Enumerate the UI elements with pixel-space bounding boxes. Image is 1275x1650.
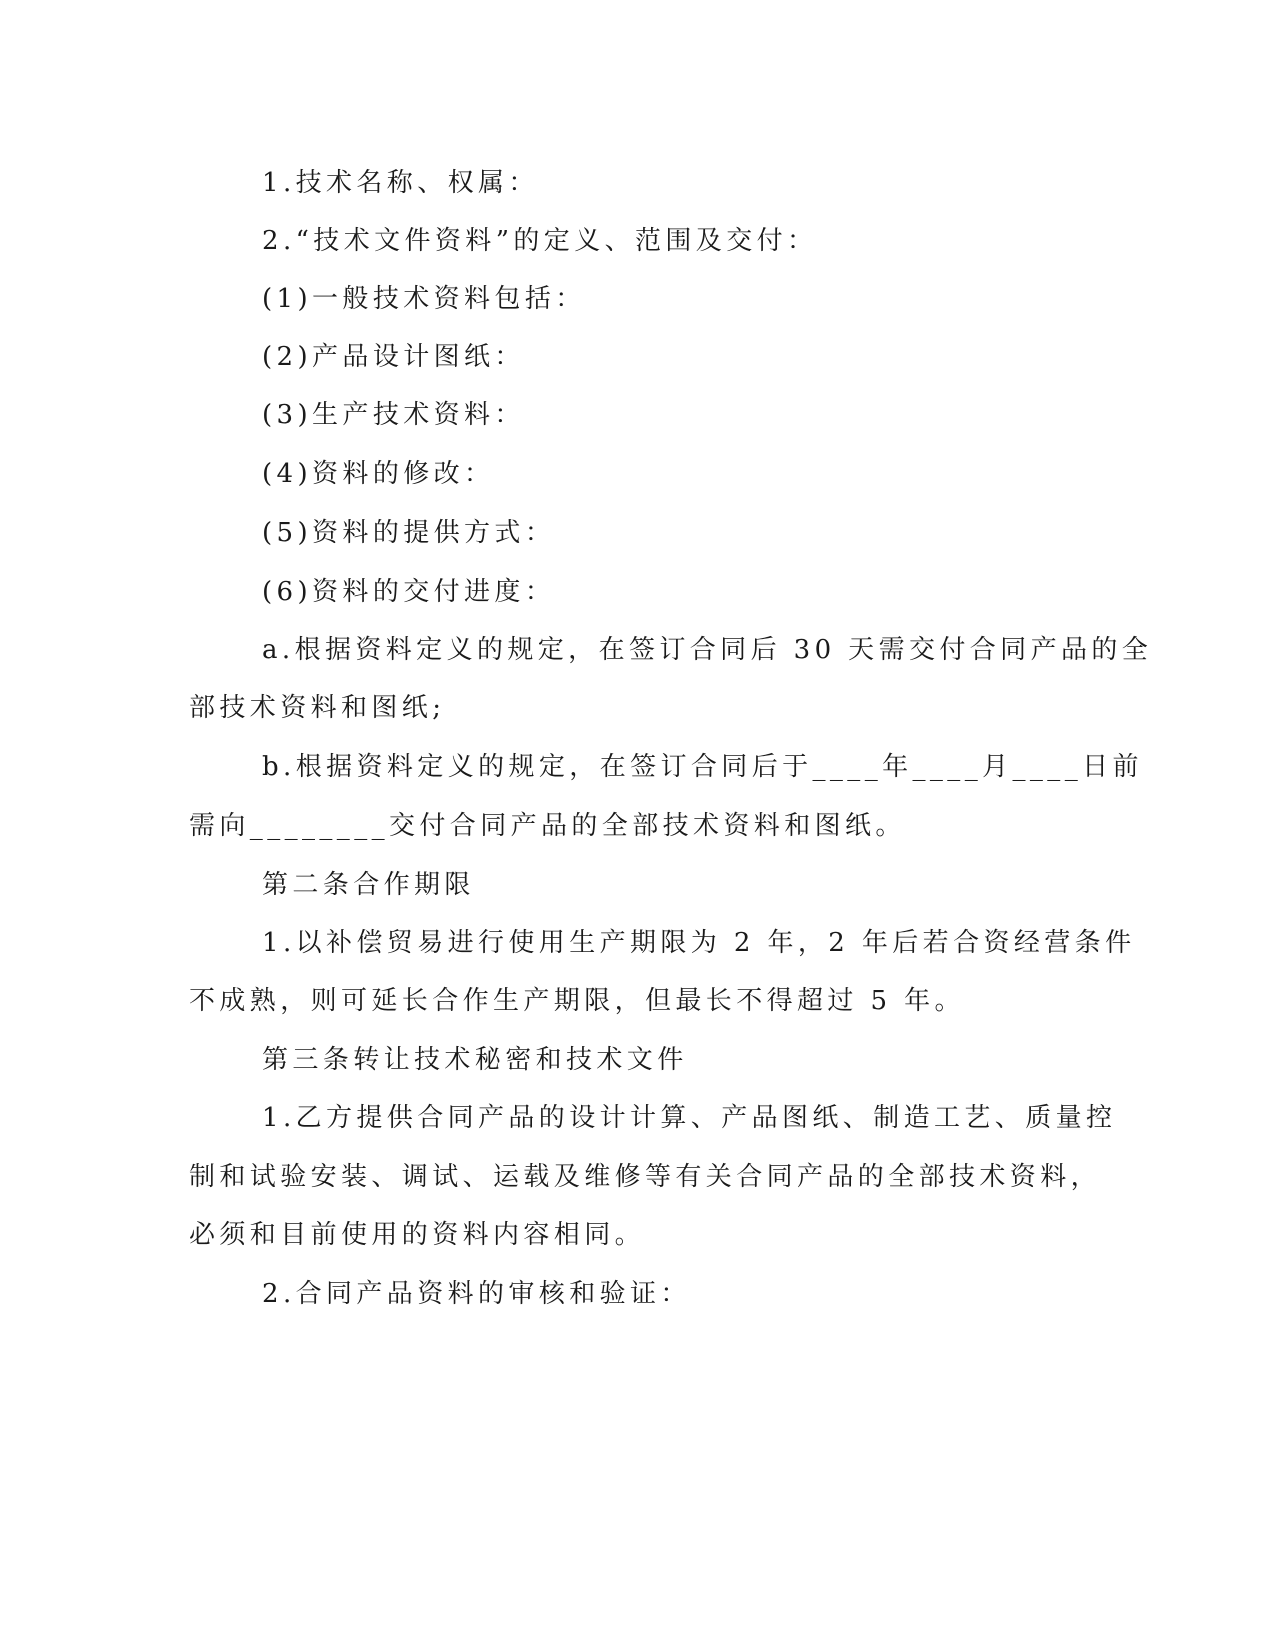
clause-technology-name: 1.技术名称、权属：	[262, 168, 539, 198]
article-three-item-1-line-1: 1.乙方提供合同产品的设计计算、产品图纸、制造工艺、质量控	[262, 1103, 1117, 1133]
item-data-delivery-method: (5)资料的提供方式：	[262, 518, 556, 548]
item-production-technical-data: (3)生产技术资料：	[262, 400, 525, 430]
item-data-delivery-schedule: (6)资料的交付进度：	[262, 577, 556, 607]
article-three-heading: 第三条转让技术秘密和技术文件	[262, 1045, 688, 1075]
article-three-item-1-line-2: 制和试验安装、调试、运载及维修等有关合同产品的全部技术资料，	[189, 1162, 1102, 1192]
article-three-item-1-line-3: 必须和目前使用的资料内容相同。	[189, 1220, 646, 1250]
article-three-item-2: 2.合同产品资料的审核和验证：	[262, 1279, 691, 1309]
article-two-item-1-line-1: 1.以补偿贸易进行使用生产期限为 2 年，2 年后若合资经营条件	[262, 928, 1136, 958]
paragraph-b-line-2: 需向________交付合同产品的全部技术资料和图纸。	[189, 811, 906, 841]
item-data-modification: (4)资料的修改：	[262, 459, 495, 489]
item-product-design-drawings: (2)产品设计图纸：	[262, 342, 525, 372]
paragraph-b-line-1: b.根据资料定义的规定，在签订合同后于____年____月____日前	[262, 752, 1143, 782]
article-two-item-1-line-2: 不成熟，则可延长合作生产期限，但最长不得超过 5 年。	[189, 986, 965, 1016]
paragraph-a-line-1: a.根据资料定义的规定，在签订合同后 30 天需交付合同产品的全	[262, 635, 1153, 665]
clause-technical-documents-definition: 2.“技术文件资料”的定义、范围及交付：	[262, 226, 818, 256]
item-general-technical-data: (1)一般技术资料包括：	[262, 284, 586, 314]
paragraph-a-line-2: 部技术资料和图纸;	[189, 693, 446, 723]
article-two-heading: 第二条合作期限	[262, 870, 475, 900]
